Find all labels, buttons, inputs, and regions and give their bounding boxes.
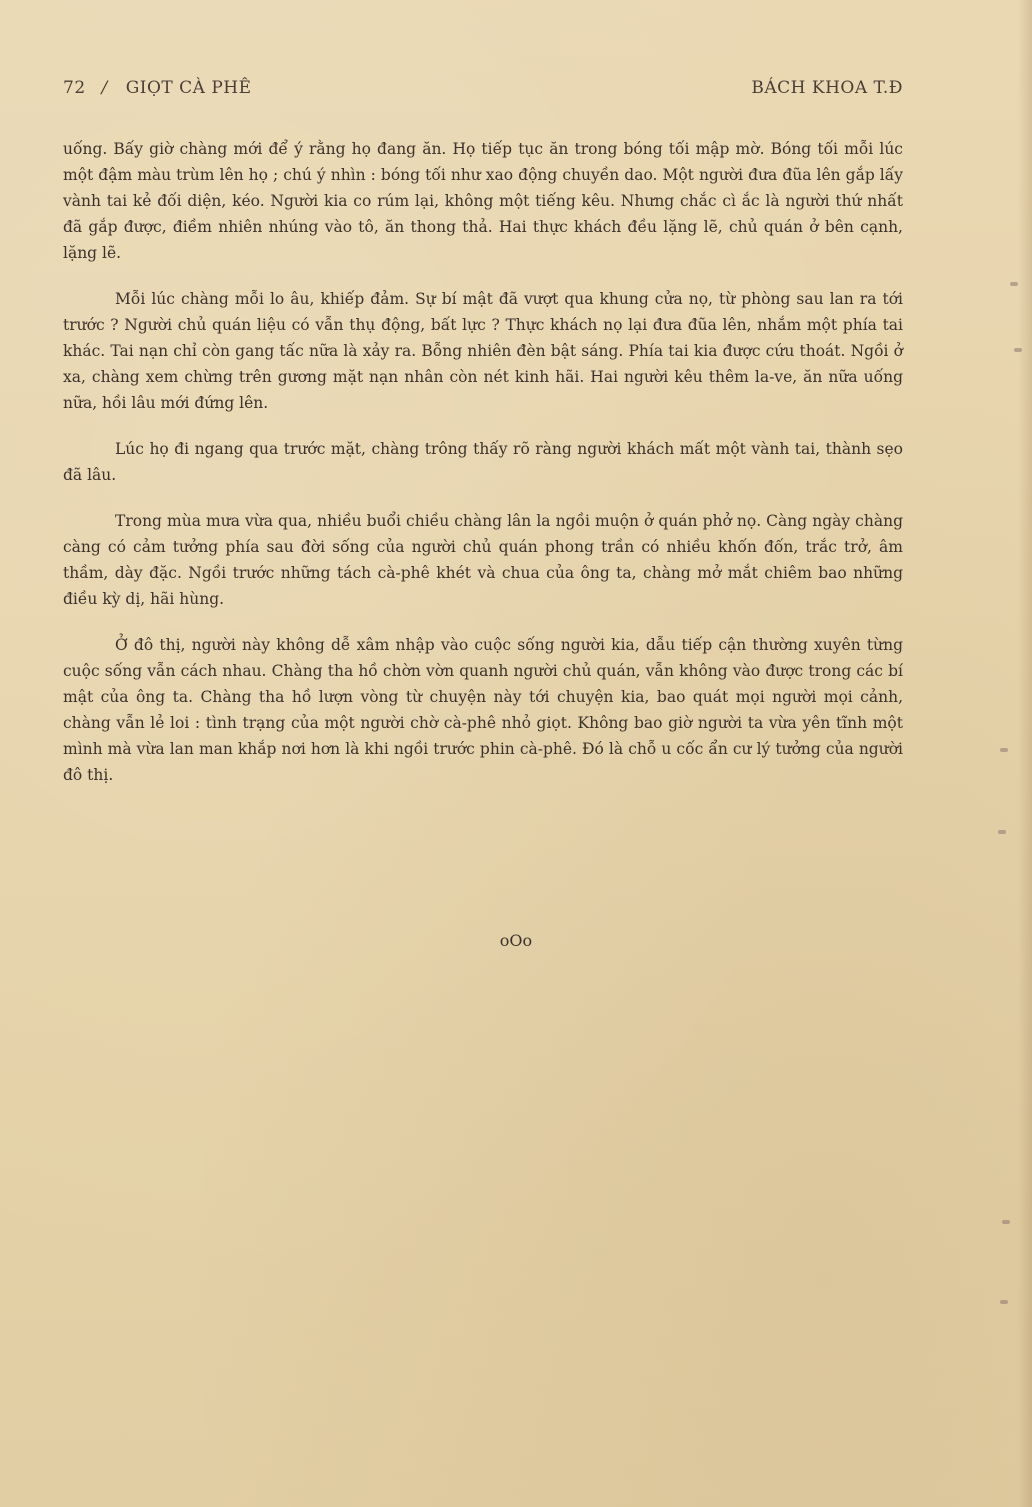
margin-speck xyxy=(1000,1300,1008,1304)
running-header xyxy=(63,78,903,104)
paragraph-4: Trong mùa mưa vừa qua, nhiều buổi chiều chàng lân la ngồi muộn ở quán phở nọ. Càng ngày chàng càng có cảm tưởng phía sau đời sống của người chủ quán phong trần có nhiều khốn đốn, trắc trở, âm thầm, dày đặc. Ngồi trước những tách cà-phê khét và chua của ông ta, chàng mở mắt chiêm bao những điều kỳ dị, hãi hùng. xyxy=(63,512,903,608)
paragraph-2: Mỗi lúc chàng mỗi lo âu, khiếp đảm. Sự bí mật đã vượt qua khung cửa nọ, từ phòng sau lan ra tới trước ? Người chủ quán liệu có vẫn thụ động, bất lực ? Thực khách nọ lại đưa đũa lên, nhắm một phía tai khác. Tai nạn chỉ còn gang tấc nữa là xảy ra. Bỗng nhiên đèn bật sáng. Phía tai kia được cứu thoát. Ngồi ở xa, chàng xem chừng trên gương mặt nạn nhân còn nét kinh hãi. Hai người kêu thêm la-ve, ăn nữa uống nữa, hồi lâu mới đứng lên. xyxy=(63,290,903,412)
paragraph-3: Lúc họ đi ngang qua trước mặt, chàng trông thấy rõ ràng người khách mất một vành tai, thành sẹo đã lâu. xyxy=(63,440,903,484)
page-number: 72 xyxy=(63,78,86,98)
header-left xyxy=(63,78,252,98)
book-title: GIỌT CÀ PHÊ xyxy=(125,78,252,98)
margin-speck xyxy=(998,830,1006,834)
section-end-mark: oOo xyxy=(499,931,533,950)
margin-speck xyxy=(1010,282,1018,286)
paragraph-5: Ở đô thị, người này không dễ xâm nhập vào cuộc sống người kia, dẫu tiếp cận thường xuyên từng cuộc sống vẫn cách nhau. Chàng tha hồ chờn vờn quanh người chủ quán, vẫn không vào được trong các bí mật của ông ta. Chàng tha hồ lượn vòng từ chuyện này tới chuyện kia, bao quát mọi người mọi cảnh, chàng vẫn lẻ loi : tình trạng của một người chờ cà-phê nhỏ giọt. Không bao giờ người ta vừa yên tĩnh một mình mà vừa lan man khắp nơi hơn là khi ngồi trước phin cà-phê. Đó là chỗ u cốc ẩn cư lý tưởng của người đô thị. xyxy=(63,636,903,784)
publication-name: BÁCH KHOA T.Đ xyxy=(751,78,903,98)
margin-speck xyxy=(1014,348,1022,352)
margin-speck xyxy=(1002,1220,1010,1224)
paragraph-1: uống. Bấy giờ chàng mới để ý rằng họ đang ăn. Họ tiếp tục ăn trong bóng tối mập mờ. Bóng tối mỗi lúc một đậm màu trùm lên họ ; chú ý nhìn : bóng tối như xao động chuyền dao. Một người đưa đũa lên gắp lấy vành tai kẻ đối diện, kéo. Người kia co rúm lại, không một tiếng kêu. Nhưng chắc cì ắc là người thứ nhất đã gắp được, điềm nhiên nhúng vào tô, ăn thong thả. Hai thực khách đều lặng lẽ, chủ quán ở bên cạnh, lặng lẽ. xyxy=(63,140,903,262)
header-separator: / xyxy=(101,78,108,98)
page-edge-shadow xyxy=(1018,0,1032,1507)
margin-speck xyxy=(1000,748,1008,752)
page-body xyxy=(63,136,903,808)
